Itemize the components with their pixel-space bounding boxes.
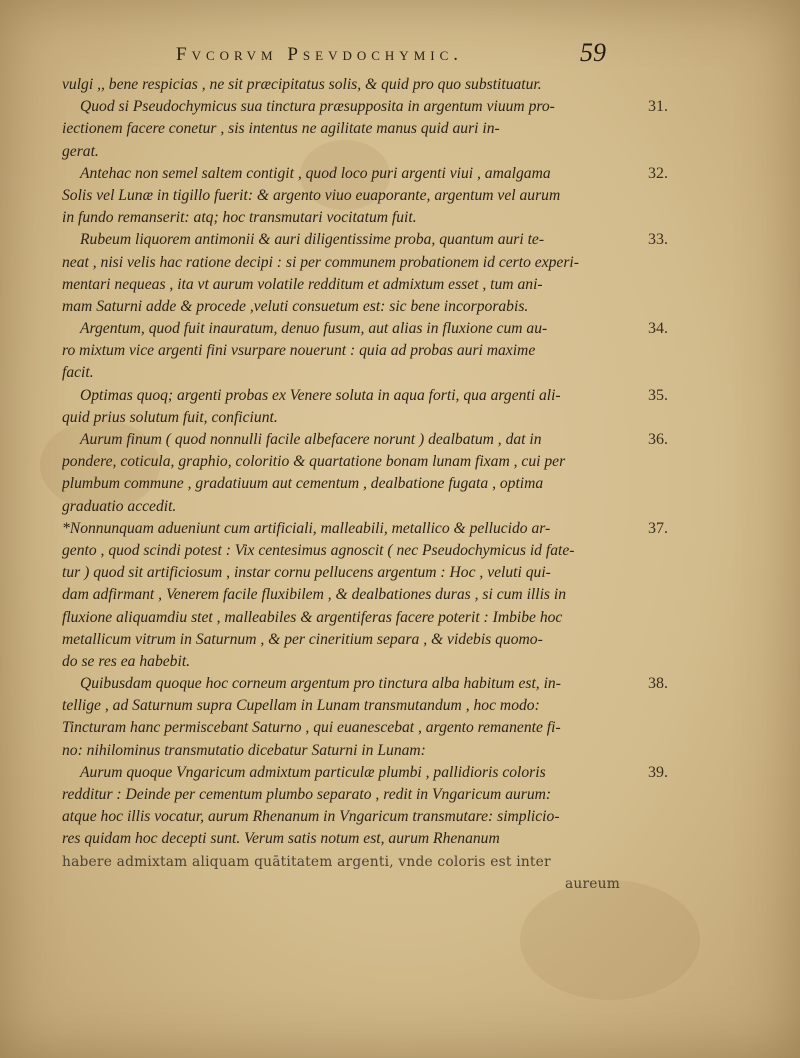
text-line: gerat.: [62, 142, 99, 160]
text-line: redditur : Deinde per cementum plumbo separato , redit in Vngaricum aurum:: [62, 786, 552, 803]
margin-paragraph-number: 39.: [648, 764, 668, 782]
text-line: pondere, coticula, graphio, coloritio & quartatione bonam lunam fixam , cui per: [62, 453, 566, 471]
text-line: tur ) quod sit artificiosum , instar cornu pellucens argentum : Hoc , veluti qui-: [62, 564, 551, 582]
text-line: metallicum vitrum in Saturnum , & per cineritium separa , & videbis quomo-: [62, 630, 543, 648]
text-line: Solis vel Lunæ in tigillo fuerit: & argento viuo euaporante, argentum vel aurum: [62, 186, 561, 204]
body-text: [62, 74, 630, 895]
text-line: res quidam hoc decepti sunt. Verum satis notum est, aurum Rhenanum: [62, 830, 500, 848]
text-line: in fundo remanserit: atq; hoc transmutari vocitatum fuit.: [62, 209, 417, 227]
text-line: Tincturam hanc permiscebant Saturno , qui euanescebat , argento remanente fi-: [62, 719, 561, 737]
text-line: fluxione aliquamdiu stet , malleabiles & argentiferas facere poterit : Imbibe hoc: [62, 608, 563, 626]
text-line: Antehac non semel saltem contigit , quod loco puri argenti viui , amalgama: [80, 164, 551, 182]
text-line: atque hoc illis vocatur, aurum Rhenanum in Vngaricum transmutare: simplicio-: [62, 808, 560, 826]
text-line: do se res ea habebit.: [62, 652, 191, 670]
text-line: iectionem facere conetur , sis intentus ne agilitate manus quid auri in-: [62, 120, 500, 138]
text-line: aureum: [564, 875, 620, 892]
text-line: quid prius solutum fuit, conficiunt.: [62, 408, 278, 426]
page-header: [176, 38, 636, 70]
margin-paragraph-number: 38.: [648, 675, 668, 693]
text-line: gento , quod scindi potest : Vix centesimus agnoscit ( nec Pseudochymicus id fate-: [62, 541, 575, 559]
text-line: plumbum commune , gradatiuum aut cementum , dealbatione fugata , optima: [62, 475, 544, 493]
text-line: graduatio accedit.: [62, 497, 177, 515]
text-line: Aurum quoque Vngaricum admixtum particulæ plumbi , pallidioris coloris: [80, 763, 546, 781]
text-line: vulgi ,, bene respicias , ne sit præcipitatus solis, & quid pro quo substituatur.: [62, 76, 542, 93]
text-line: Aurum finum ( quod nonnulli facile albefacere norunt ) dealbatum , dat in: [80, 431, 542, 448]
text-line: Quibusdam quoque hoc corneum argentum pro tinctura alba habitum est, in-: [80, 675, 561, 693]
text-line: Optimas quoq; argenti probas ex Venere soluta in aqua forti, qua argenti ali-: [80, 386, 561, 404]
running-title: Fvcorvm Psevdochymic.: [176, 44, 463, 65]
text-line: Argentum, quod fuit inauratum, denuo fusum, aut alias in fluxione cum au-: [80, 320, 548, 338]
text-line: mam Saturni adde & procede ,veluti consuetum est: sic bene incorporabis.: [62, 297, 529, 315]
text-line: neat , nisi velis hac ratione decipi : si per communem probationem id certo experi-: [62, 253, 579, 271]
text-line: *Nonnunquam adueniunt cum artificiali, malleabili, metallico & pellucido ar-: [62, 519, 551, 537]
page-number: 59: [580, 38, 606, 67]
margin-paragraph-number: 35.: [648, 386, 668, 404]
margin-paragraph-number: 33.: [648, 231, 668, 249]
text-line: Rubeum liquorem antimonii & auri diligentissime proba, quantum auri te-: [80, 231, 545, 249]
text-line: mentari nequeas , ita vt aurum volatile redditum et admixtum esset , tum ani-: [62, 275, 543, 293]
text-line: Quod si Pseudochymicus sua tinctura præsupposita in argentum viuum pro-: [80, 98, 555, 116]
margin-paragraph-number: 34.: [648, 320, 668, 338]
text-line: dam adfirmant , Venerem facile fluxibilem , & dealbationes duras , si cum illis in: [62, 586, 567, 604]
text-line: ro mixtum vice argenti fini vsurpare nouerunt : quia ad probas auri maxime: [62, 342, 536, 360]
margin-paragraph-number: 36.: [648, 431, 668, 449]
text-line: no: nihilominus transmutatio dicebatur Saturni in Lunam:: [62, 741, 426, 759]
margin-paragraph-number: 37.: [648, 520, 668, 537]
text-line: tellige , ad Saturnum supra Cupellam in Lunam transmutandum , hoc modo:: [62, 697, 540, 715]
text-line: facit.: [62, 364, 94, 382]
paper-stain: [520, 880, 700, 1000]
margin-paragraph-number: 32.: [648, 164, 668, 182]
text-line: habere admixtam aliquam quātitatem argenti, vnde coloris est inter: [62, 853, 551, 870]
margin-paragraph-number: 31.: [648, 98, 668, 116]
